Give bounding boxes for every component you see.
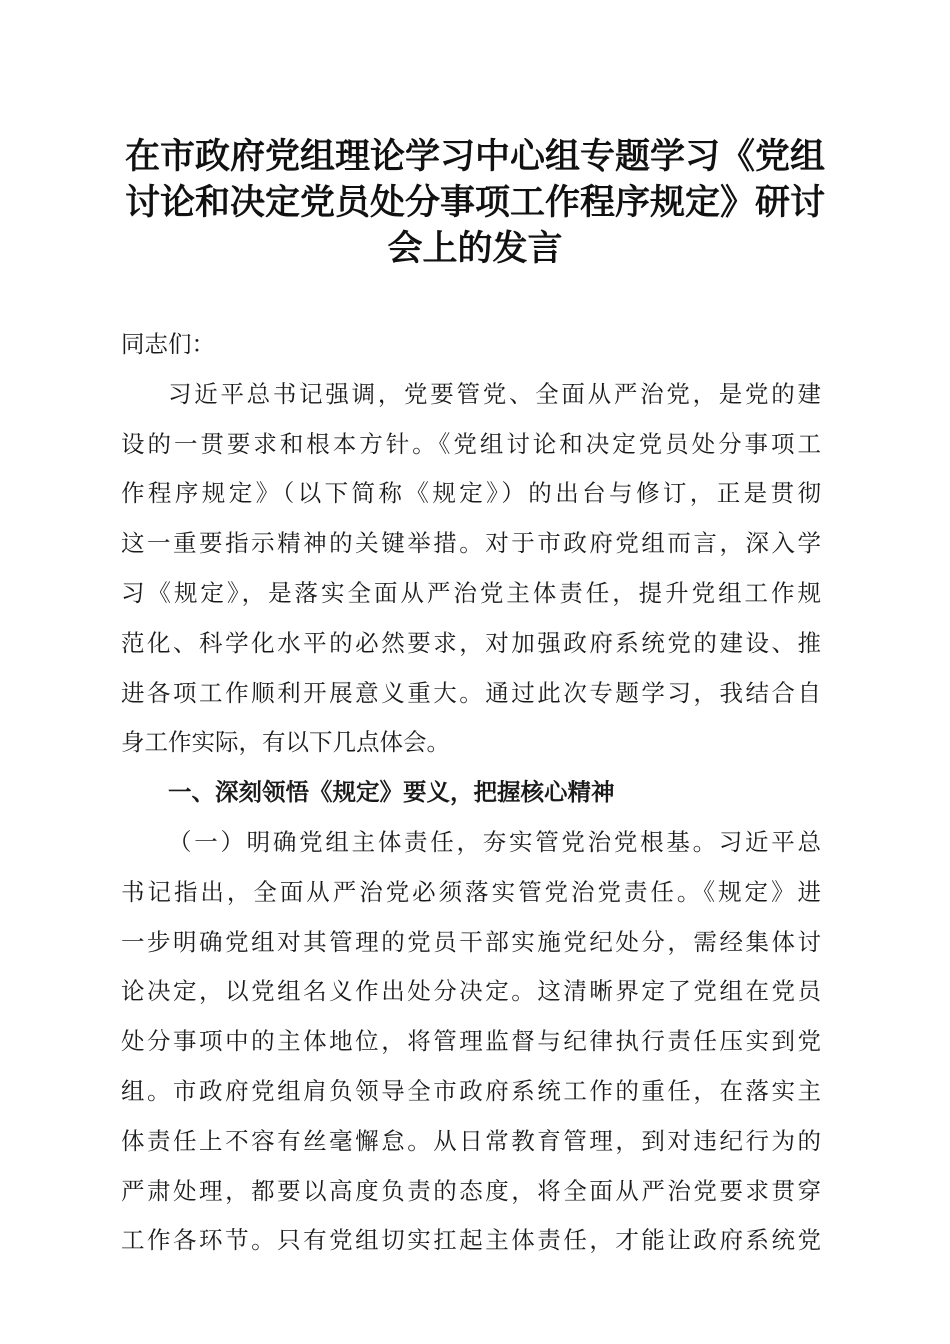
paragraph-line: 论决定，以党组名义作出处分决定。这清晰界定了党组在党员 [121, 977, 821, 1006]
document-title [100, 134, 850, 272]
paragraph-line: 作程序规定》（以下简称《规定》）的出台与修订，正是贯彻 [121, 479, 821, 508]
document-body [121, 320, 821, 1266]
salutation: 同志们： [121, 330, 215, 358]
title-line: 讨论和决定党员处分事项工作程序规定》研讨 [124, 182, 825, 223]
paragraph-line: 这一重要指示精神的关键举措。对于市政府党组而言，深入学 [121, 529, 821, 558]
section-heading: 一、深刻领悟《规定》要义，把握核心精神 [168, 778, 615, 807]
paragraph-line: 习近平总书记强调，党要管党、全面从严治党，是党的建 [168, 379, 821, 408]
paragraph-line: 严肃处理，都要以高度负责的态度，将全面从严治党要求贯穿 [121, 1176, 821, 1205]
paragraph-line: 一步明确党组对其管理的党员干部实施党纪处分，需经集体讨 [121, 927, 821, 956]
title-line: 在市政府党组理论学习中心组专题学习《党组 [124, 136, 825, 177]
paragraph-line: 书记指出，全面从严治党必须落实管党治党责任。《规定》进 [121, 877, 821, 906]
paragraph-line: 工作各环节。只有党组切实扛起主体责任，才能让政府系统党 [121, 1226, 821, 1255]
paragraph-line: 进各项工作顺利开展意义重大。通过此次专题学习，我结合自 [121, 678, 821, 707]
paragraph-line: 身工作实际，有以下几点体会。 [121, 728, 450, 757]
paragraph-line: （一）明确党组主体责任，夯实管党治党根基。习近平总 [168, 827, 821, 856]
paragraph-line: 设的一贯要求和根本方针。《党组讨论和决定党员处分事项工 [121, 429, 821, 458]
paragraph-line: 体责任上不容有丝毫懈怠。从日常教育管理，到对违纪行为的 [121, 1126, 821, 1155]
paragraph-line: 处分事项中的主体地位，将管理监督与纪律执行责任压实到党 [121, 1027, 821, 1056]
paragraph-line: 范化、科学化水平的必然要求，对加强政府系统党的建设、推 [121, 628, 821, 657]
paragraph-line: 组。市政府党组肩负领导全市政府系统工作的重任，在落实主 [121, 1076, 821, 1105]
paragraph-line: 习《规定》，是落实全面从严治党主体责任，提升党组工作规 [121, 578, 821, 607]
title-line: 会上的发言 [387, 228, 563, 269]
